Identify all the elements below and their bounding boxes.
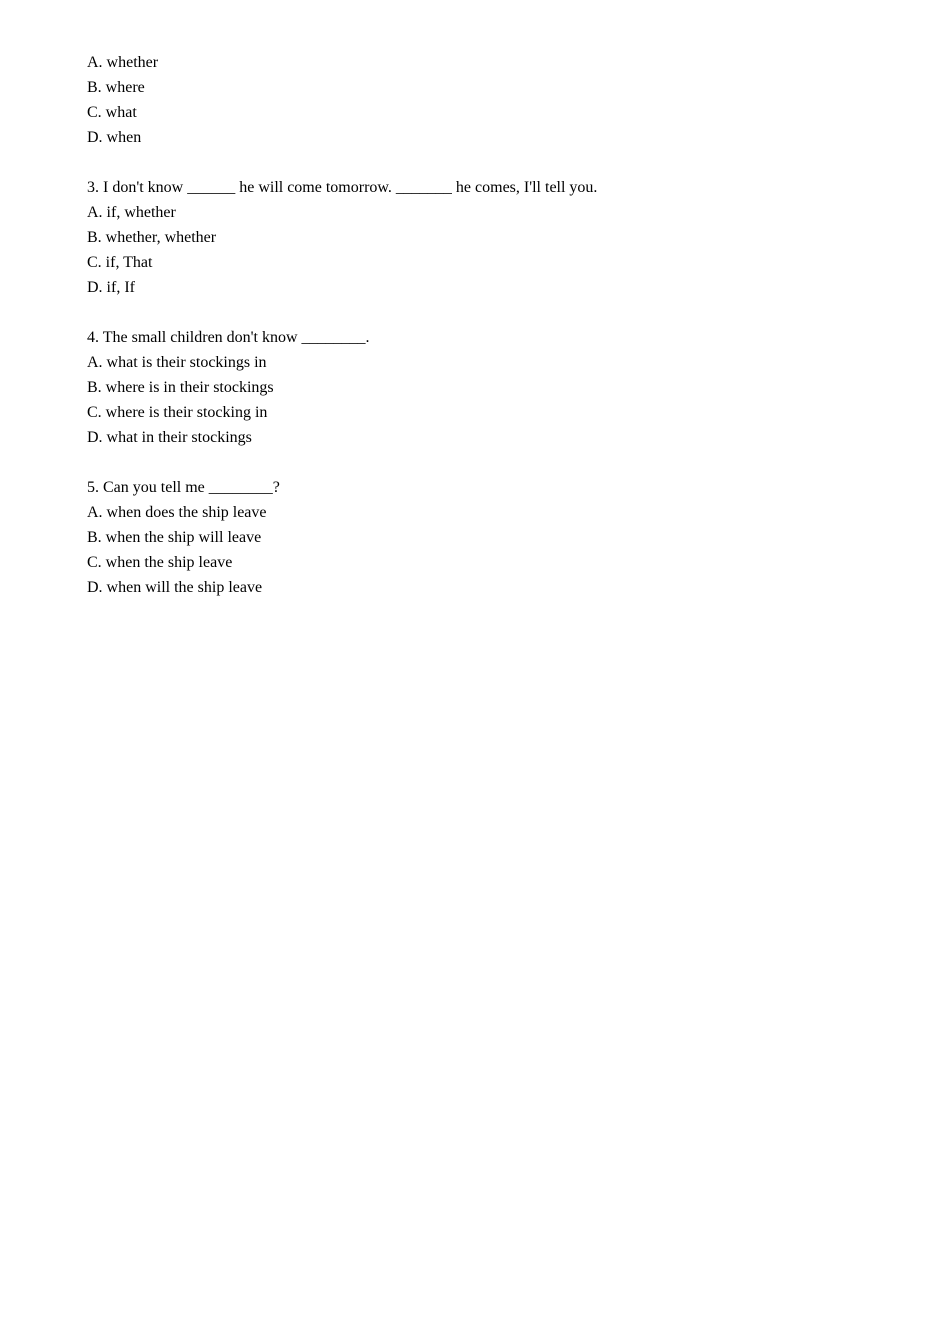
question-4	[87, 325, 887, 450]
option-b: B. whether, whether	[87, 229, 217, 246]
option-a: A. when does the ship leave	[87, 504, 267, 521]
option-b: B. where	[87, 79, 145, 96]
option-b: B. when the ship will leave	[87, 529, 262, 546]
option-c: C. when the ship leave	[87, 554, 233, 571]
option-c: C. where is their stocking in	[87, 404, 268, 421]
option-d: D. when	[87, 129, 142, 146]
question-2-options	[87, 50, 887, 150]
option-d: D. if, If	[87, 279, 135, 296]
option-c: C. if, That	[87, 254, 153, 271]
option-a: A. if, whether	[87, 204, 176, 221]
option-a: A. what is their stockings in	[87, 354, 267, 371]
question-3	[87, 175, 887, 300]
option-d: D. when will the ship leave	[87, 579, 263, 596]
question-text: 5. Can you tell me ________?	[87, 479, 280, 496]
spacer	[87, 150, 887, 175]
option-c: C. what	[87, 104, 137, 121]
spacer	[87, 300, 887, 325]
question-5	[87, 475, 887, 600]
option-d: D. what in their stockings	[87, 429, 252, 446]
question-text: 3. I don't know ______ he will come tomorrow. _______ he comes, I'll tell you.	[87, 179, 598, 196]
spacer	[87, 450, 887, 475]
question-text: 4. The small children don't know ________.	[87, 329, 370, 346]
document-page	[87, 50, 887, 600]
option-a: A. whether	[87, 54, 159, 71]
option-b: B. where is in their stockings	[87, 379, 274, 396]
